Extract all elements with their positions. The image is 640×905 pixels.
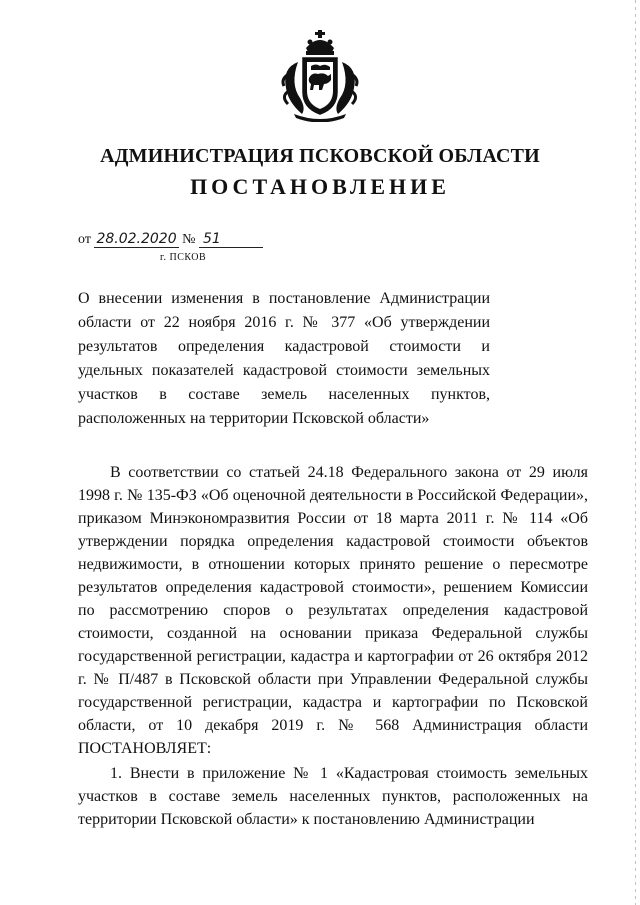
body-text xyxy=(78,461,588,831)
date-number-line xyxy=(78,231,263,248)
scan-edge-artifact xyxy=(635,0,636,905)
city-label: г. ПСКОВ xyxy=(160,252,207,263)
document-type-title: ПОСТАНОВЛЕНИЕ xyxy=(190,174,450,199)
number-value: 51 xyxy=(199,231,263,248)
pskov-coat-of-arms-icon xyxy=(276,28,364,122)
preamble-paragraph: В соответствии со статьей 24.18 Федерального закона от 29 июля 1998 г. № 135-ФЗ «Об оценочной деятельности в Российской Федерации», приказом Минэкономразвития России от 18 марта 2011 г. № 114 «Об утверждении порядка определения кадастровой стоимости объектов недвижимости, в отношении которых принято решение о пересмотре результатов определения кадастровой стоимости», решением Комиссии по рассмотрению споров о результатах определения кадастровой стоимости, созданной на основании приказа Федеральной службы государственной регистрации, кадастра и картографии от 26 октября 2012 г. № П/487 в Псковской области при Управлении Федеральной службы государственной регистрации, кадастра и картографии по Псковской области, от 10 декабря 2019 г. № 568 Администрация области ПОСТАНОВЛЯЕТ: xyxy=(78,464,588,757)
number-sign: № xyxy=(182,232,196,247)
item-1-paragraph: 1. Внести в приложение № 1 «Кадастровая стоимость земельных участков в составе земель населенных пунктов, расположенных на территории Псковской области» к постановлению Администрации xyxy=(78,765,588,828)
date-prefix: от xyxy=(78,232,91,247)
date-value: 28.02.2020 xyxy=(96,231,177,247)
organization-name: АДМИНИСТРАЦИЯ ПСКОВСКОЙ ОБЛАСТИ xyxy=(100,145,540,167)
subject-title: О внесении изменения в постановление Администрации области от 22 ноября 2016 г. № 377 «Об утверждении результатов определения кадастровой стоимости и удельных показателей кадастровой стоимости земельных участков в составе земель населенных пунктов, расположенных на территории Псковской области» xyxy=(78,290,490,427)
